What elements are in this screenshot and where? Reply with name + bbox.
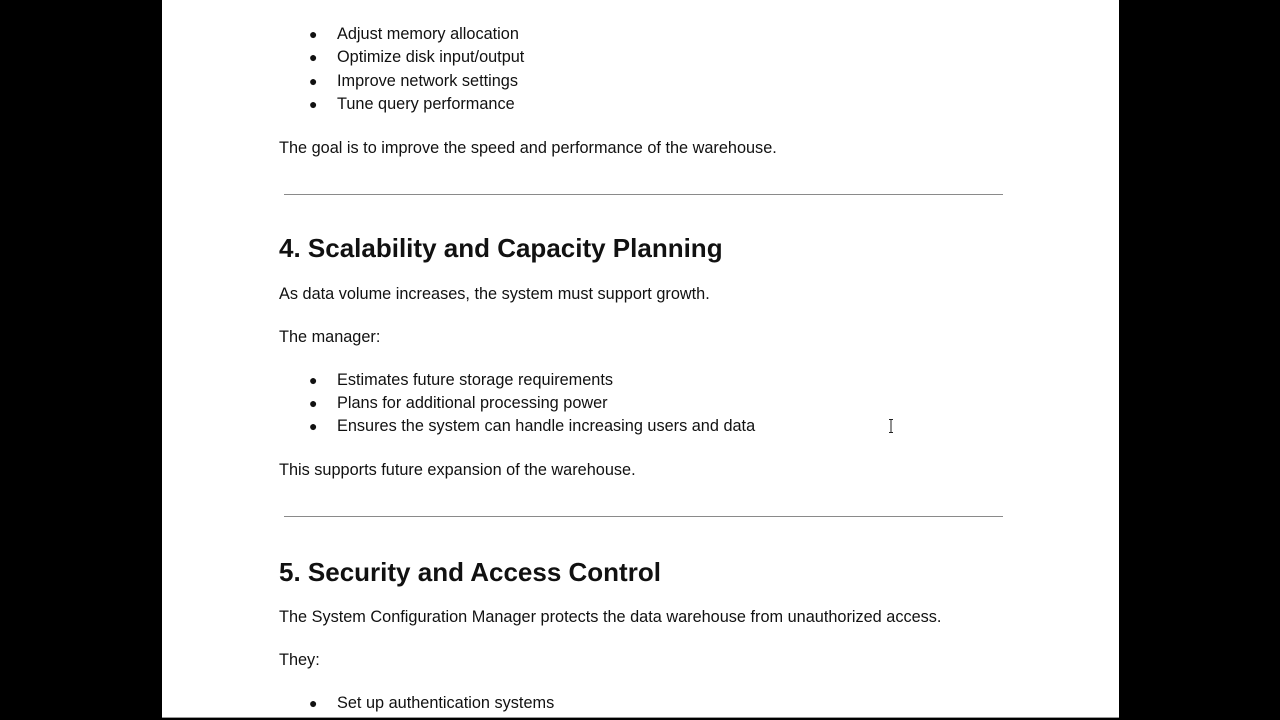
bullet-icon: ● — [309, 26, 318, 42]
list-item: ● Improve network settings — [279, 70, 1039, 93]
section-4-lead: The manager: — [279, 327, 381, 346]
list-item: ● Estimates future storage requirements — [279, 369, 1039, 392]
section-4-closing: This supports future expansion of the warehouse. — [279, 460, 636, 479]
section-4-intro: As data volume increases, the system must support growth. — [279, 284, 710, 303]
list-item: ● Adjust memory allocation — [279, 23, 1039, 46]
cut-off-line-spacer — [279, 0, 1039, 23]
bullet-list-optimizations — [279, 23, 1039, 117]
goal-paragraph: The goal is to improve the speed and performance of the warehouse. — [279, 138, 777, 157]
list-item: ● Optimize disk input/output — [279, 46, 1039, 69]
list-item: ● Plans for additional processing power — [279, 392, 1039, 415]
section-4-heading: 4. Scalability and Capacity Planning — [279, 232, 723, 263]
section-5-heading: 5. Security and Access Control — [279, 556, 661, 587]
section-divider — [284, 194, 1003, 195]
bullet-icon: ● — [309, 371, 318, 388]
bullet-icon: ● — [309, 72, 318, 89]
document-content — [279, 0, 1039, 715]
list-item: ● Set up authentication systems — [279, 692, 1039, 715]
section-divider — [284, 516, 1003, 517]
bullet-list-section-5 — [279, 692, 1039, 715]
section-5-intro: The System Configuration Manager protects the data warehouse from unauthorized access. — [279, 607, 942, 626]
bullet-icon: ● — [309, 96, 318, 113]
bullet-icon: ● — [309, 694, 318, 711]
bullet-icon: ● — [309, 49, 318, 66]
section-5-lead: They: — [279, 650, 320, 669]
bullet-icon: ● — [309, 418, 318, 435]
list-item: ● Tune query performance — [279, 93, 1039, 116]
text-cursor-icon — [889, 419, 893, 433]
page-bottom-edge — [162, 717, 1119, 718]
bullet-icon: ● — [309, 395, 318, 412]
bullet-list-section-4 — [279, 369, 1039, 439]
document-page[interactable] — [162, 0, 1119, 718]
list-item: ● Ensures the system can handle increasing users and data — [279, 415, 1039, 438]
